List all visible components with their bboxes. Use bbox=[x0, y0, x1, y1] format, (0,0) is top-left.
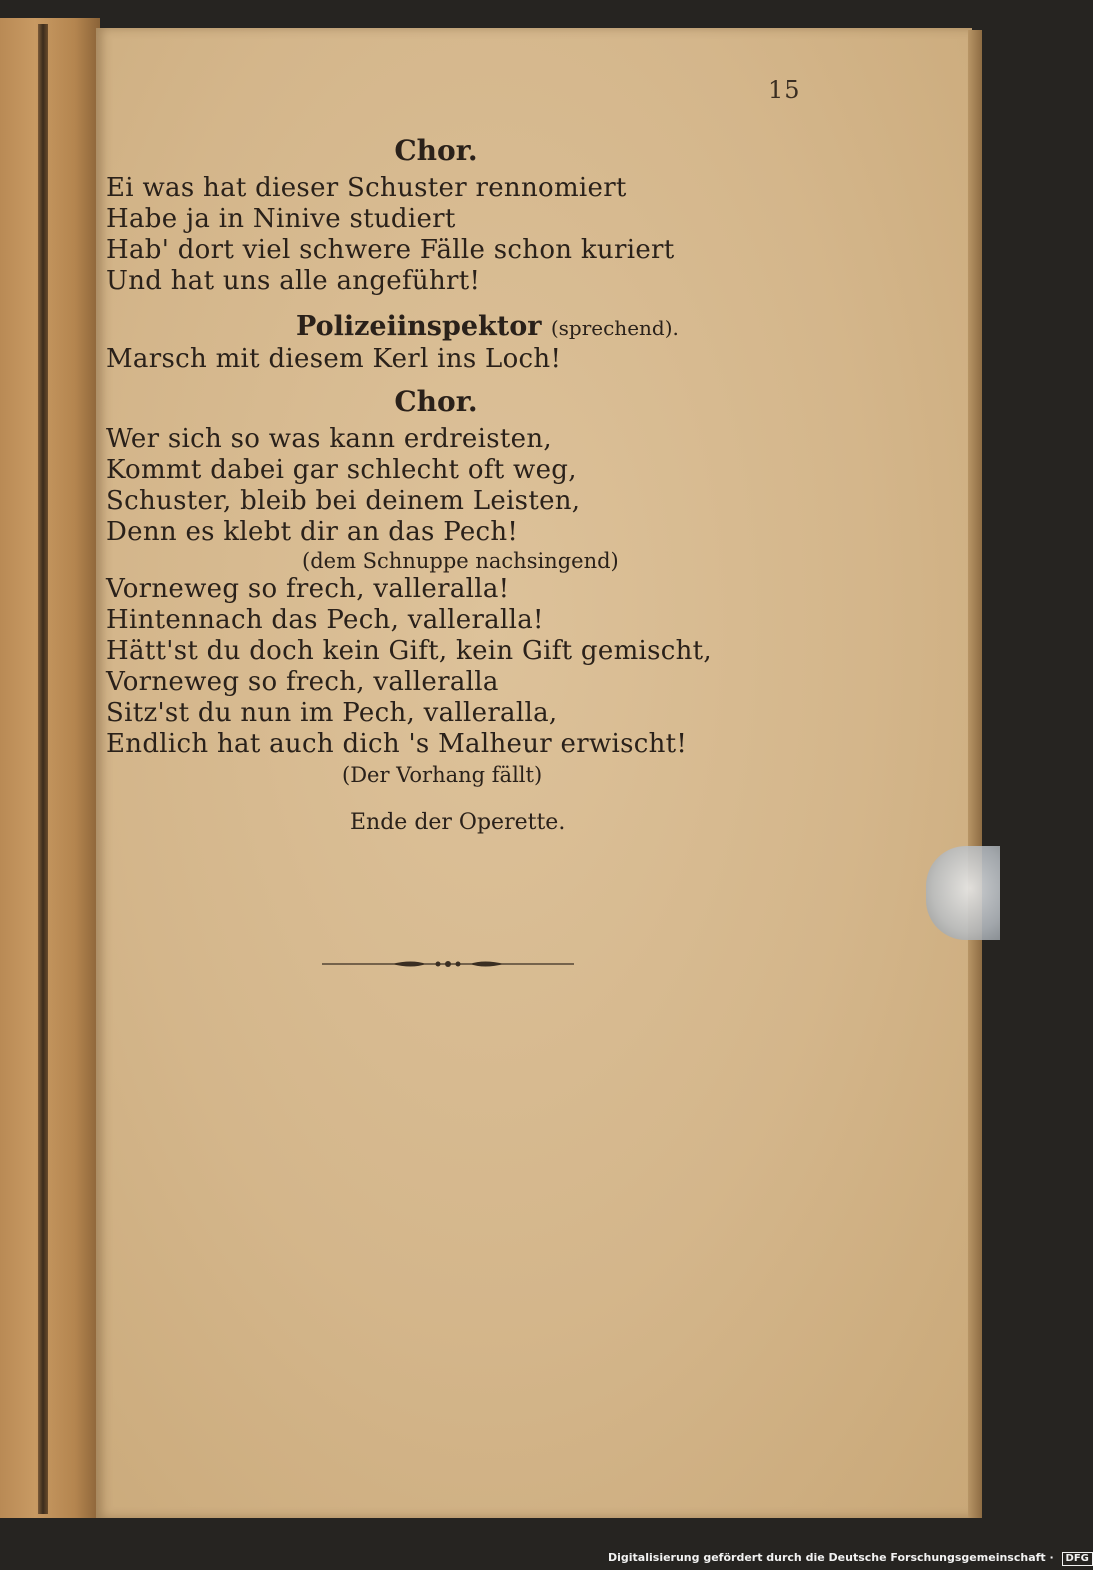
speaker-note: (sprechend). bbox=[550, 316, 679, 340]
verse-line: Wer sich so was kann erdreisten, bbox=[106, 424, 552, 454]
stage-direction: (Der Vorhang fällt) bbox=[342, 763, 543, 787]
verse-line: Hätt'st du doch kein Gift, kein Gift gemischt, bbox=[106, 636, 712, 666]
chor-heading-2: Chor. bbox=[394, 385, 478, 418]
spoken-line: Marsch mit diesem Kerl ins Loch! bbox=[106, 344, 562, 374]
ende-der-operette: Ende der Operette. bbox=[350, 810, 566, 835]
speaker-name: Polizeiinspektor bbox=[296, 311, 542, 342]
ornament-divider-icon bbox=[322, 956, 574, 972]
page-number: 15 bbox=[768, 76, 801, 104]
digitization-footer bbox=[608, 1551, 1093, 1566]
page-edge bbox=[968, 30, 982, 1518]
dfg-logo: DFG bbox=[1062, 1552, 1093, 1566]
verse-line: Kommt dabei gar schlecht oft weg, bbox=[106, 455, 577, 485]
verse-line: Vorneweg so frech, valleralla! bbox=[106, 574, 510, 604]
page-text bbox=[106, 130, 712, 835]
verse-line: Vorneweg so frech, valleralla bbox=[106, 667, 499, 697]
verse-line: Endlich hat auch dich 's Malheur erwischt! bbox=[106, 729, 688, 759]
chor-heading-1: Chor. bbox=[394, 134, 478, 167]
verse-line: Und hat uns alle angeführt! bbox=[106, 266, 481, 296]
verse-line: Denn es klebt dir an das Pech! bbox=[106, 517, 519, 547]
verse-line: Ei was hat dieser Schuster rennomiert bbox=[106, 173, 627, 203]
speaker-polizeiinspektor bbox=[296, 311, 679, 342]
verse-line: Sitz'st du nun im Pech, valleralla, bbox=[106, 698, 558, 728]
verse-line: Schuster, bleib bei deinem Leisten, bbox=[106, 486, 581, 516]
footer-text: Digitalisierung gefördert durch die Deutsche Forschungsgemeinschaft · bbox=[608, 1551, 1054, 1564]
verse-line: Habe ja in Ninive studiert bbox=[106, 204, 456, 234]
page-clip-icon bbox=[926, 846, 1000, 940]
previous-page-edge bbox=[0, 18, 100, 1518]
verse-line: Hintennach das Pech, valleralla! bbox=[106, 605, 544, 635]
book-spine bbox=[38, 24, 48, 1514]
verse-line: Hab' dort viel schwere Fälle schon kuriert bbox=[106, 235, 675, 265]
stage-direction: (dem Schnuppe nachsingend) bbox=[302, 549, 619, 573]
